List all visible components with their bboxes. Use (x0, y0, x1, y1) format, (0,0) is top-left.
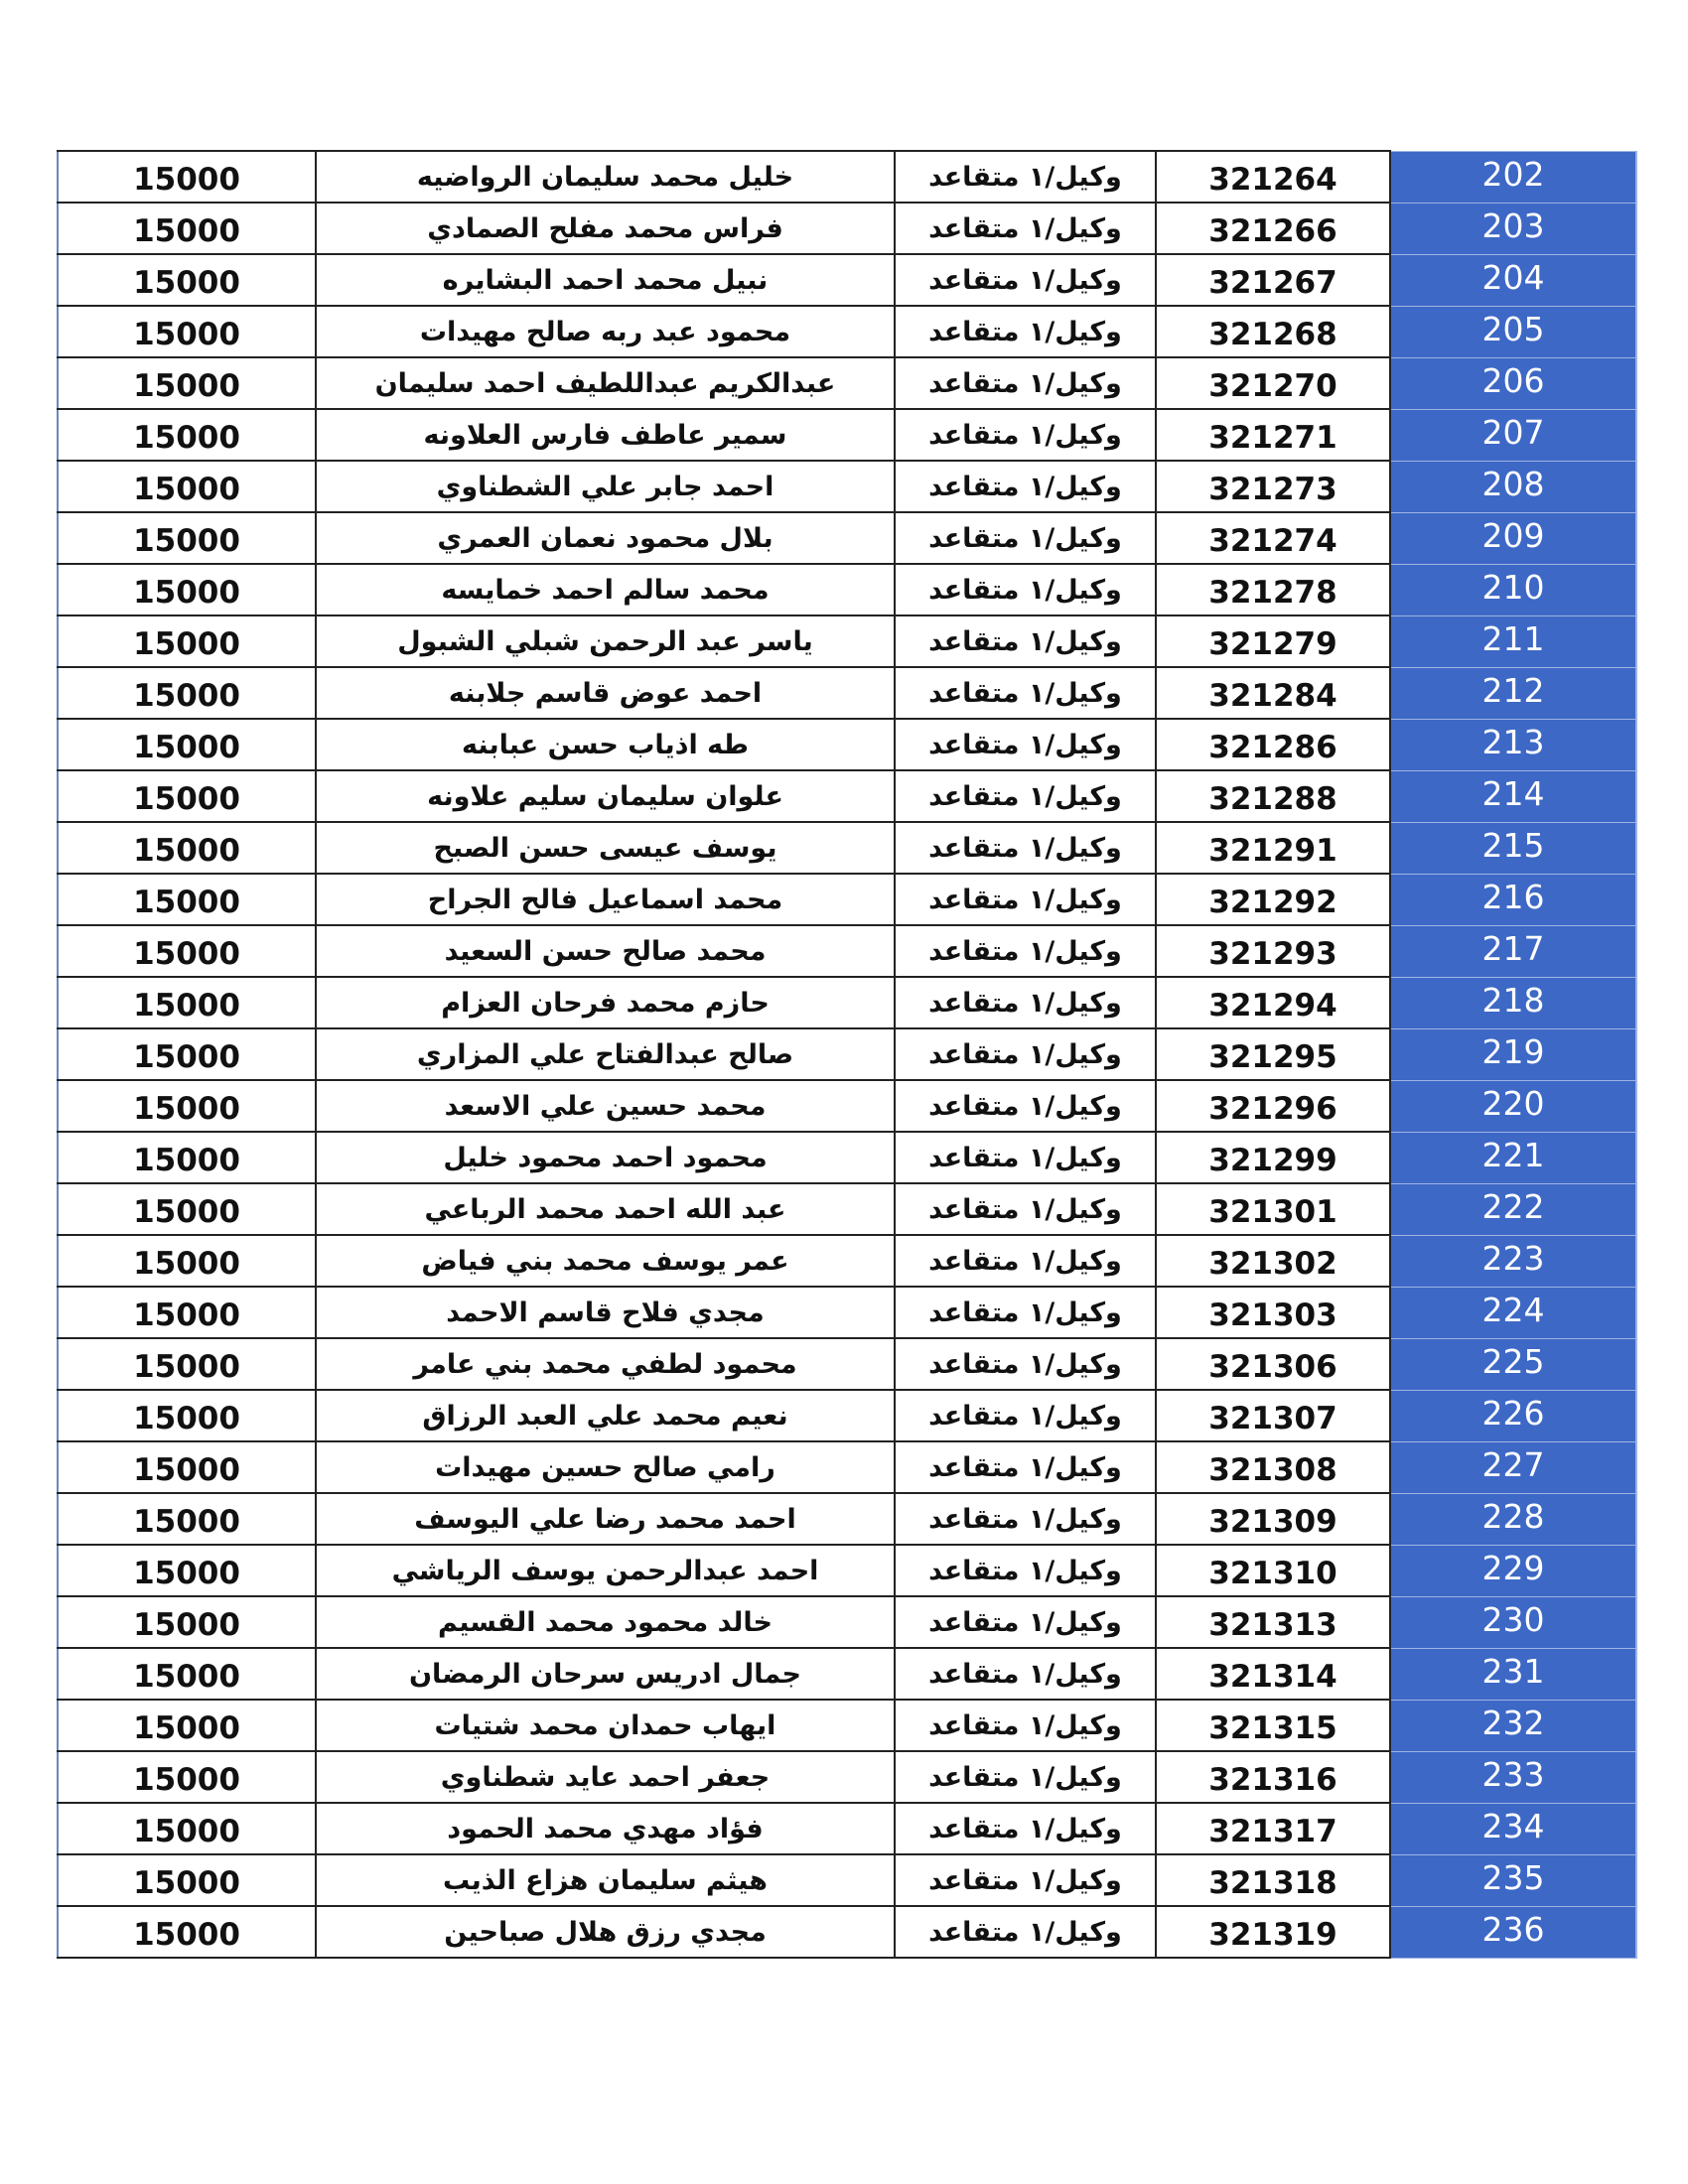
id-cell: 321303 (1156, 1287, 1390, 1338)
id-cell: 321295 (1156, 1028, 1390, 1080)
row-number-cell: 204 (1390, 254, 1636, 306)
amount-cell: 15000 (58, 1648, 316, 1700)
table-row (58, 203, 1636, 254)
amount-cell: 15000 (58, 1080, 316, 1132)
amount-cell: 15000 (58, 874, 316, 925)
name-cell: بلال محمود نعمان العمري (316, 512, 895, 564)
row-number-cell: 234 (1390, 1803, 1636, 1854)
id-cell: 321279 (1156, 615, 1390, 667)
row-number-cell: 220 (1390, 1080, 1636, 1132)
table-row (58, 1028, 1636, 1080)
table-row (58, 564, 1636, 615)
name-cell: محمد حسين علي الاسعد (316, 1080, 895, 1132)
id-cell: 321270 (1156, 357, 1390, 409)
status-cell: وكيل/١ متقاعد (895, 1441, 1156, 1493)
table-row (58, 1596, 1636, 1648)
amount-cell: 15000 (58, 461, 316, 512)
name-cell: احمد عوض قاسم جلابنه (316, 667, 895, 719)
amount-cell: 15000 (58, 1596, 316, 1648)
amount-cell: 15000 (58, 1028, 316, 1080)
status-cell: وكيل/١ متقاعد (895, 1596, 1156, 1648)
row-number-cell: 226 (1390, 1390, 1636, 1441)
id-cell: 321292 (1156, 874, 1390, 925)
amount-cell: 15000 (58, 1287, 316, 1338)
id-cell: 321310 (1156, 1545, 1390, 1596)
id-cell: 321267 (1156, 254, 1390, 306)
amount-cell: 15000 (58, 151, 316, 203)
table-row (58, 1235, 1636, 1287)
row-number-cell: 228 (1390, 1493, 1636, 1545)
table-row (58, 1700, 1636, 1751)
status-cell: وكيل/١ متقاعد (895, 874, 1156, 925)
table-row (58, 512, 1636, 564)
name-cell: محمد صالح حسن السعيد (316, 925, 895, 977)
name-cell: مجدي رزق هلال صباحين (316, 1906, 895, 1958)
row-number-cell: 223 (1390, 1235, 1636, 1287)
status-cell: وكيل/١ متقاعد (895, 306, 1156, 357)
table-row (58, 1338, 1636, 1390)
table-row (58, 151, 1636, 203)
table-row (58, 461, 1636, 512)
id-cell: 321308 (1156, 1441, 1390, 1493)
status-cell: وكيل/١ متقاعد (895, 1700, 1156, 1751)
name-cell: ياسر عبد الرحمن شبلي الشبول (316, 615, 895, 667)
name-cell: صالح عبدالفتاح علي المزاري (316, 1028, 895, 1080)
status-cell: وكيل/١ متقاعد (895, 1235, 1156, 1287)
row-number-cell: 224 (1390, 1287, 1636, 1338)
id-cell: 321309 (1156, 1493, 1390, 1545)
status-cell: وكيل/١ متقاعد (895, 822, 1156, 874)
table-row (58, 1287, 1636, 1338)
status-cell: وكيل/١ متقاعد (895, 1028, 1156, 1080)
id-cell: 321273 (1156, 461, 1390, 512)
amount-cell: 15000 (58, 1906, 316, 1958)
id-cell: 321319 (1156, 1906, 1390, 1958)
table-row (58, 1183, 1636, 1235)
name-cell: عبد الله احمد محمد الرباعي (316, 1183, 895, 1235)
id-cell: 321293 (1156, 925, 1390, 977)
status-cell: وكيل/١ متقاعد (895, 1854, 1156, 1906)
table-row (58, 822, 1636, 874)
status-cell: وكيل/١ متقاعد (895, 564, 1156, 615)
name-cell: رامي صالح حسين مهيدات (316, 1441, 895, 1493)
row-number-cell: 212 (1390, 667, 1636, 719)
row-number-cell: 236 (1390, 1906, 1636, 1958)
amount-cell: 15000 (58, 1493, 316, 1545)
table-row (58, 874, 1636, 925)
row-number-cell: 210 (1390, 564, 1636, 615)
table-row (58, 770, 1636, 822)
row-number-cell: 213 (1390, 719, 1636, 770)
amount-cell: 15000 (58, 254, 316, 306)
name-cell: محمد اسماعيل فالح الجراح (316, 874, 895, 925)
row-number-cell: 205 (1390, 306, 1636, 357)
id-cell: 321307 (1156, 1390, 1390, 1441)
id-cell: 321271 (1156, 409, 1390, 461)
id-cell: 321288 (1156, 770, 1390, 822)
row-number-cell: 217 (1390, 925, 1636, 977)
amount-cell: 15000 (58, 203, 316, 254)
id-cell: 321299 (1156, 1132, 1390, 1183)
amount-cell: 15000 (58, 719, 316, 770)
amount-cell: 15000 (58, 564, 316, 615)
id-cell: 321296 (1156, 1080, 1390, 1132)
row-number-cell: 215 (1390, 822, 1636, 874)
name-cell: محمود لطفي محمد بني عامر (316, 1338, 895, 1390)
table-row (58, 357, 1636, 409)
id-cell: 321313 (1156, 1596, 1390, 1648)
table-row (58, 719, 1636, 770)
name-cell: نبيل محمد احمد البشايره (316, 254, 895, 306)
row-number-cell: 225 (1390, 1338, 1636, 1390)
row-number-cell: 214 (1390, 770, 1636, 822)
name-cell: محمود عبد ربه صالح مهيدات (316, 306, 895, 357)
name-cell: نعيم محمد علي العبد الرزاق (316, 1390, 895, 1441)
status-cell: وكيل/١ متقاعد (895, 254, 1156, 306)
id-cell: 321306 (1156, 1338, 1390, 1390)
table-row (58, 615, 1636, 667)
amount-cell: 15000 (58, 1235, 316, 1287)
name-cell: جعفر احمد عايد شطناوي (316, 1751, 895, 1803)
name-cell: خالد محمود محمد القسيم (316, 1596, 895, 1648)
id-cell: 321302 (1156, 1235, 1390, 1287)
amount-cell: 15000 (58, 512, 316, 564)
table-row (58, 1441, 1636, 1493)
records-table (57, 150, 1637, 1959)
status-cell: وكيل/١ متقاعد (895, 1493, 1156, 1545)
amount-cell: 15000 (58, 1700, 316, 1751)
table-row (58, 409, 1636, 461)
id-cell: 321316 (1156, 1751, 1390, 1803)
table-row (58, 306, 1636, 357)
name-cell: خليل محمد سليمان الرواضيه (316, 151, 895, 203)
amount-cell: 15000 (58, 1545, 316, 1596)
id-cell: 321268 (1156, 306, 1390, 357)
name-cell: يوسف عيسى حسن الصبح (316, 822, 895, 874)
name-cell: عبدالكريم عبداللطيف احمد سليمان (316, 357, 895, 409)
status-cell: وكيل/١ متقاعد (895, 1545, 1156, 1596)
records-table-body (58, 151, 1636, 1958)
status-cell: وكيل/١ متقاعد (895, 1803, 1156, 1854)
status-cell: وكيل/١ متقاعد (895, 203, 1156, 254)
name-cell: هيثم سليمان هزاع الذيب (316, 1854, 895, 1906)
name-cell: علوان سليمان سليم علاونه (316, 770, 895, 822)
amount-cell: 15000 (58, 1441, 316, 1493)
name-cell: عمر يوسف محمد بني فياض (316, 1235, 895, 1287)
status-cell: وكيل/١ متقاعد (895, 1080, 1156, 1132)
amount-cell: 15000 (58, 409, 316, 461)
id-cell: 321318 (1156, 1854, 1390, 1906)
row-number-cell: 208 (1390, 461, 1636, 512)
status-cell: وكيل/١ متقاعد (895, 512, 1156, 564)
row-number-cell: 227 (1390, 1441, 1636, 1493)
status-cell: وكيل/١ متقاعد (895, 770, 1156, 822)
amount-cell: 15000 (58, 977, 316, 1028)
status-cell: وكيل/١ متقاعد (895, 1390, 1156, 1441)
amount-cell: 15000 (58, 1338, 316, 1390)
id-cell: 321314 (1156, 1648, 1390, 1700)
name-cell: احمد عبدالرحمن يوسف الرياشي (316, 1545, 895, 1596)
status-cell: وكيل/١ متقاعد (895, 357, 1156, 409)
amount-cell: 15000 (58, 1854, 316, 1906)
name-cell: سمير عاطف فارس العلاونه (316, 409, 895, 461)
status-cell: وكيل/١ متقاعد (895, 977, 1156, 1028)
status-cell: وكيل/١ متقاعد (895, 1287, 1156, 1338)
amount-cell: 15000 (58, 1132, 316, 1183)
amount-cell: 15000 (58, 1183, 316, 1235)
status-cell: وكيل/١ متقاعد (895, 151, 1156, 203)
row-number-cell: 203 (1390, 203, 1636, 254)
row-number-cell: 216 (1390, 874, 1636, 925)
amount-cell: 15000 (58, 667, 316, 719)
id-cell: 321266 (1156, 203, 1390, 254)
row-number-cell: 202 (1390, 151, 1636, 203)
status-cell: وكيل/١ متقاعد (895, 409, 1156, 461)
status-cell: وكيل/١ متقاعد (895, 1751, 1156, 1803)
status-cell: وكيل/١ متقاعد (895, 1906, 1156, 1958)
id-cell: 321317 (1156, 1803, 1390, 1854)
row-number-cell: 219 (1390, 1028, 1636, 1080)
amount-cell: 15000 (58, 357, 316, 409)
row-number-cell: 206 (1390, 357, 1636, 409)
id-cell: 321274 (1156, 512, 1390, 564)
status-cell: وكيل/١ متقاعد (895, 667, 1156, 719)
row-number-cell: 235 (1390, 1854, 1636, 1906)
row-number-cell: 232 (1390, 1700, 1636, 1751)
amount-cell: 15000 (58, 1803, 316, 1854)
name-cell: فراس محمد مفلح الصمادي (316, 203, 895, 254)
name-cell: جمال ادريس سرحان الرمضان (316, 1648, 895, 1700)
table-row (58, 1751, 1636, 1803)
row-number-cell: 218 (1390, 977, 1636, 1028)
status-cell: وكيل/١ متقاعد (895, 719, 1156, 770)
table-row (58, 1545, 1636, 1596)
row-number-cell: 233 (1390, 1751, 1636, 1803)
table-row (58, 1803, 1636, 1854)
name-cell: ايهاب حمدان محمد شتيات (316, 1700, 895, 1751)
status-cell: وكيل/١ متقاعد (895, 615, 1156, 667)
status-cell: وكيل/١ متقاعد (895, 461, 1156, 512)
table-row (58, 1854, 1636, 1906)
row-number-cell: 231 (1390, 1648, 1636, 1700)
name-cell: حازم محمد فرحان العزام (316, 977, 895, 1028)
table-row (58, 1906, 1636, 1958)
row-number-cell: 209 (1390, 512, 1636, 564)
id-cell: 321301 (1156, 1183, 1390, 1235)
id-cell: 321315 (1156, 1700, 1390, 1751)
document-page (57, 150, 1635, 1959)
name-cell: فؤاد مهدي محمد الحمود (316, 1803, 895, 1854)
id-cell: 321291 (1156, 822, 1390, 874)
table-row (58, 254, 1636, 306)
id-cell: 321286 (1156, 719, 1390, 770)
row-number-cell: 230 (1390, 1596, 1636, 1648)
status-cell: وكيل/١ متقاعد (895, 1183, 1156, 1235)
table-row (58, 1080, 1636, 1132)
row-number-cell: 222 (1390, 1183, 1636, 1235)
table-row (58, 1648, 1636, 1700)
row-number-cell: 207 (1390, 409, 1636, 461)
name-cell: محمود احمد محمود خليل (316, 1132, 895, 1183)
id-cell: 321278 (1156, 564, 1390, 615)
id-cell: 321264 (1156, 151, 1390, 203)
table-row (58, 925, 1636, 977)
amount-cell: 15000 (58, 770, 316, 822)
name-cell: مجدي فلاح قاسم الاحمد (316, 1287, 895, 1338)
table-row (58, 977, 1636, 1028)
name-cell: طه اذياب حسن عبابنه (316, 719, 895, 770)
table-row (58, 667, 1636, 719)
amount-cell: 15000 (58, 306, 316, 357)
table-row (58, 1390, 1636, 1441)
id-cell: 321294 (1156, 977, 1390, 1028)
amount-cell: 15000 (58, 925, 316, 977)
status-cell: وكيل/١ متقاعد (895, 1338, 1156, 1390)
table-row (58, 1493, 1636, 1545)
status-cell: وكيل/١ متقاعد (895, 1648, 1156, 1700)
amount-cell: 15000 (58, 1751, 316, 1803)
row-number-cell: 229 (1390, 1545, 1636, 1596)
status-cell: وكيل/١ متقاعد (895, 925, 1156, 977)
name-cell: محمد سالم احمد خمايسه (316, 564, 895, 615)
row-number-cell: 211 (1390, 615, 1636, 667)
amount-cell: 15000 (58, 822, 316, 874)
amount-cell: 15000 (58, 615, 316, 667)
name-cell: احمد محمد رضا علي اليوسف (316, 1493, 895, 1545)
row-number-cell: 221 (1390, 1132, 1636, 1183)
status-cell: وكيل/١ متقاعد (895, 1132, 1156, 1183)
name-cell: احمد جابر علي الشطناوي (316, 461, 895, 512)
amount-cell: 15000 (58, 1390, 316, 1441)
table-row (58, 1132, 1636, 1183)
id-cell: 321284 (1156, 667, 1390, 719)
